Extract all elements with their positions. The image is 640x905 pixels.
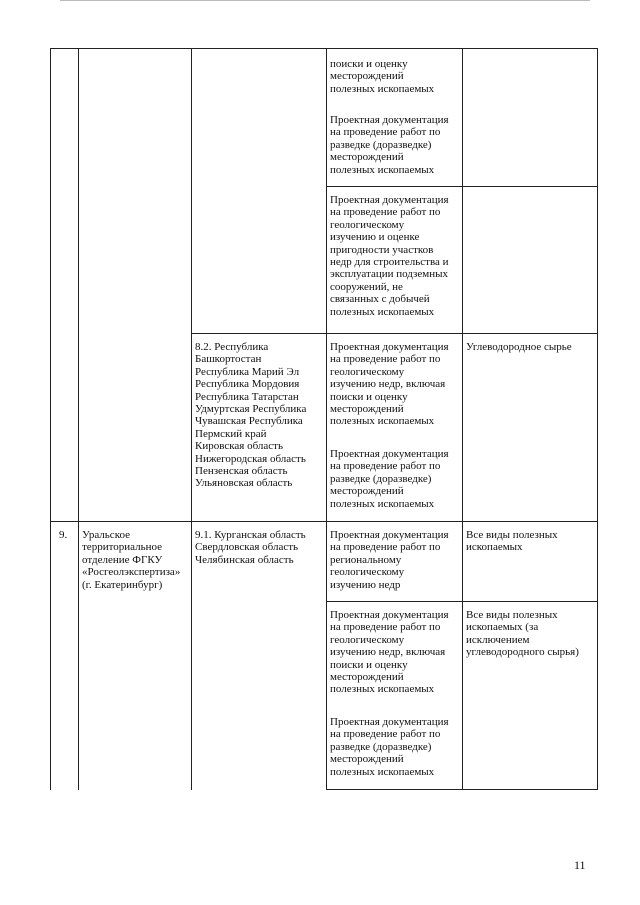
doc-cell-geological-search: Проектная документация на проведение работ по геологическому изучению недр, включая поиски и оценку месторождений полезных ископаемых [330, 341, 449, 428]
doc-cell-exploration-8-2: Проектная документация на проведение работ по разведке (доразведке) месторождений полезных ископаемых [330, 448, 449, 510]
region-cell-8-2: 8.2. Республика Башкортостан Республика Марий Эл Республика Мордовия Республика Татарстан Удмуртская Республика Чувашская Республика Пермский край Кировская область Нижегородская область Пензенская область Ульяновская область [195, 341, 307, 490]
row-number-9: 9. [59, 529, 68, 541]
mineral-cell-hydrocarbons: Углеводородное сырье [466, 341, 572, 353]
doc-cell-underground-structures: Проектная документация на проведение работ по геологическому изучению и оценке пригодности участков недр для строительства и эксплуатации подземных сооружений, не связанных с добычей полезных ископаемых [330, 194, 449, 318]
doc-cell-exploration-9: Проектная документация на проведение работ по разведке (доразведке) месторождений полезных ископаемых [330, 716, 449, 778]
column-divider-docs [462, 48, 463, 790]
column-divider-number [78, 48, 79, 790]
table-border-right [597, 48, 598, 790]
doc-cell-exploration: Проектная документация на проведение работ по разведке (доразведке) месторождений полезных ископаемых [330, 114, 449, 176]
organization-cell-ural: Уральское территориальное отделение ФГКУ «Росгеолэкспертиза» (г. Екатеринбург) [82, 529, 181, 591]
regions-table [50, 48, 598, 790]
doc-cell-regional-study: Проектная документация на проведение работ по региональному геологическому изучению недр [330, 529, 449, 591]
row-divider-section-9 [50, 521, 598, 522]
column-divider-region [326, 48, 327, 790]
row-divider-docs-9 [326, 601, 598, 602]
mineral-cell-all-types: Все виды полезных ископаемых [466, 529, 558, 554]
table-border-top [50, 48, 598, 49]
row-divider-docs-1 [326, 186, 598, 187]
doc-cell-geological-search-9: Проектная документация на проведение работ по геологическому изучению недр, включая поиски и оценку месторождений полезных ископаемых [330, 609, 449, 696]
row-divider-region-8-2 [191, 333, 598, 334]
page-number: 11 [574, 858, 586, 872]
doc-cell-search-continued: поиски и оценку месторождений полезных ископаемых [330, 58, 435, 95]
table-border-bottom [326, 789, 598, 790]
region-cell-9-1: 9.1. Курганская область Свердловская область Челябинская область [195, 529, 306, 566]
column-divider-organization [191, 48, 192, 790]
table-border-left [50, 48, 51, 790]
mineral-cell-except-hydrocarbons: Все виды полезных ископаемых (за исключением углеводородного сырья) [466, 609, 579, 659]
page-top-edge [60, 0, 590, 1]
